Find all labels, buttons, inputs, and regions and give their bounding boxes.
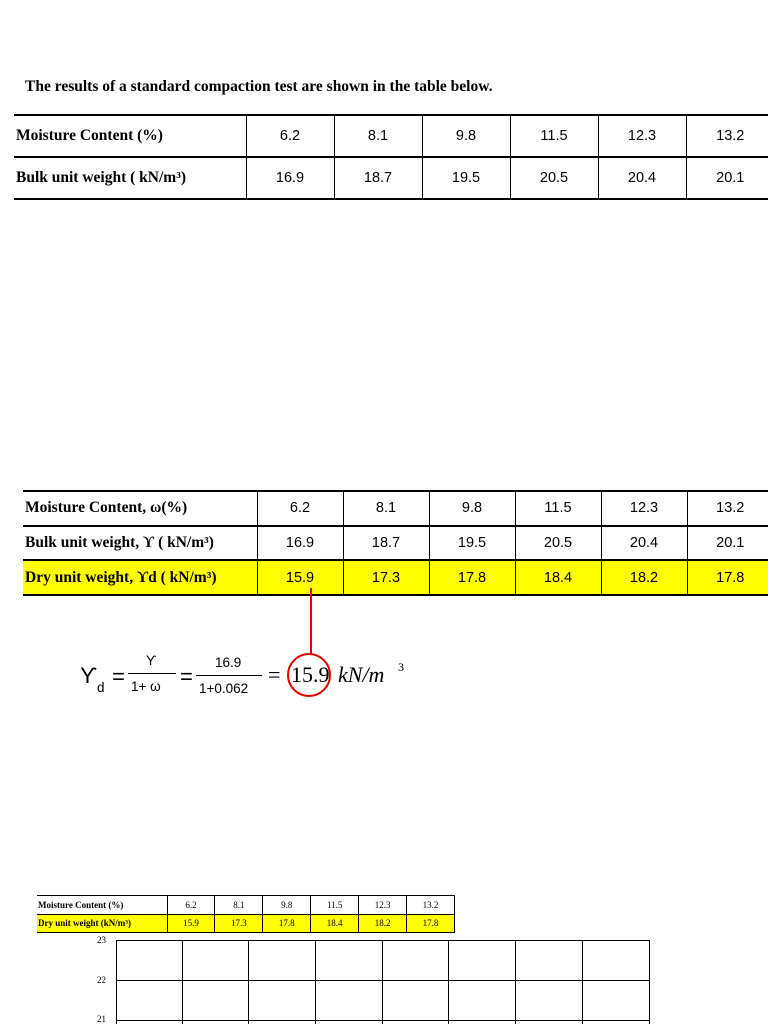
table-cell: 11.5 — [311, 896, 359, 915]
row-label: Dry unit weight, ϒd ( kN/m³) — [23, 560, 257, 595]
table-row — [14, 115, 768, 157]
table-cell: 19.5 — [422, 157, 510, 199]
table-row — [23, 526, 768, 561]
dry-unit-weight-table — [23, 490, 768, 596]
table-cell: 17.8 — [407, 914, 455, 933]
table-cell: 16.9 — [257, 526, 343, 561]
table-row — [23, 491, 768, 526]
table-cell: 17.8 — [263, 914, 311, 933]
table-cell: 18.7 — [343, 526, 429, 561]
table-cell: 8.1 — [343, 491, 429, 526]
row-label: Dry unit weight (kN/m³) — [37, 914, 167, 933]
table-cell: 6.2 — [257, 491, 343, 526]
intro-text: The results of a standard compaction test are shown in the table below. — [25, 78, 493, 95]
y-tick-label: 23 — [97, 935, 106, 945]
y-tick-label: 22 — [97, 975, 106, 985]
table-cell: 12.3 — [598, 115, 686, 157]
table-cell: 18.2 — [601, 560, 687, 595]
table-cell: 20.4 — [598, 157, 686, 199]
table-cell: 17.3 — [343, 560, 429, 595]
table-cell: 20.5 — [515, 526, 601, 561]
table-cell: 19.5 — [429, 526, 515, 561]
row-label: Bulk unit weight, ϒ ( kN/m³) — [23, 526, 257, 561]
table-cell: 17.3 — [215, 914, 263, 933]
table-cell: 20.4 — [601, 526, 687, 561]
table-row-highlighted — [37, 914, 455, 933]
formula-equals: = — [112, 664, 125, 689]
table-cell: 18.4 — [311, 914, 359, 933]
table-cell: 13.2 — [407, 896, 455, 915]
table-cell: 20.1 — [686, 157, 768, 199]
table-cell: 17.8 — [687, 560, 768, 595]
formula-equals: = — [180, 664, 193, 689]
formula-lhs-symbol: ϒ — [80, 663, 97, 688]
formula-denominator-symbol: 1+ ω — [131, 679, 161, 694]
table-cell: 12.3 — [359, 896, 407, 915]
formula-lhs-subscript: d — [97, 680, 105, 695]
table-cell: 9.8 — [422, 115, 510, 157]
formula-denominator-value: 1+0.062 — [199, 681, 249, 696]
highlight-connector — [310, 588, 312, 654]
table-cell: 8.1 — [334, 115, 422, 157]
formula-numerator-value: 16.9 — [215, 655, 242, 670]
table-row — [37, 896, 455, 915]
table-cell: 15.9 — [257, 560, 343, 595]
table-cell: 20.5 — [510, 157, 598, 199]
row-label: Moisture Content (%) — [14, 115, 246, 157]
row-label: Moisture Content (%) — [37, 896, 167, 915]
small-dry-weight-table — [37, 895, 455, 933]
table-cell: 20.1 — [687, 526, 768, 561]
table-cell: 13.2 — [687, 491, 768, 526]
compaction-table — [14, 114, 768, 200]
table-cell: 11.5 — [510, 115, 598, 157]
row-label: Bulk unit weight ( kN/m³) — [14, 157, 246, 199]
row-label: Moisture Content, ω(%) — [23, 491, 257, 526]
table-cell: 13.2 — [686, 115, 768, 157]
table-cell: 6.2 — [246, 115, 334, 157]
formula-equals: = — [268, 662, 281, 687]
y-tick-label: 21 — [97, 1014, 106, 1024]
table-row-highlighted — [23, 560, 768, 595]
table-cell: 12.3 — [601, 491, 687, 526]
table-cell: 15.9 — [167, 914, 215, 933]
fraction-bar — [128, 673, 176, 674]
table-cell: 11.5 — [515, 491, 601, 526]
table-cell: 18.4 — [515, 560, 601, 595]
blank-plot-grid — [116, 940, 650, 1024]
table-cell: 18.2 — [359, 914, 407, 933]
table-cell: 8.1 — [215, 896, 263, 915]
table-cell: 9.8 — [429, 491, 515, 526]
table-cell: 18.7 — [334, 157, 422, 199]
table-row — [14, 157, 768, 199]
formula-numerator-symbol: ϒ — [146, 653, 157, 668]
formula-result: 15.9 — [291, 662, 330, 687]
formula-unit: kN/m — [338, 662, 385, 687]
table-cell: 9.8 — [263, 896, 311, 915]
table-cell: 17.8 — [429, 560, 515, 595]
formula-unit-exponent: 3 — [398, 660, 404, 674]
fraction-bar — [196, 675, 262, 676]
table-cell: 6.2 — [167, 896, 215, 915]
table-cell: 16.9 — [246, 157, 334, 199]
